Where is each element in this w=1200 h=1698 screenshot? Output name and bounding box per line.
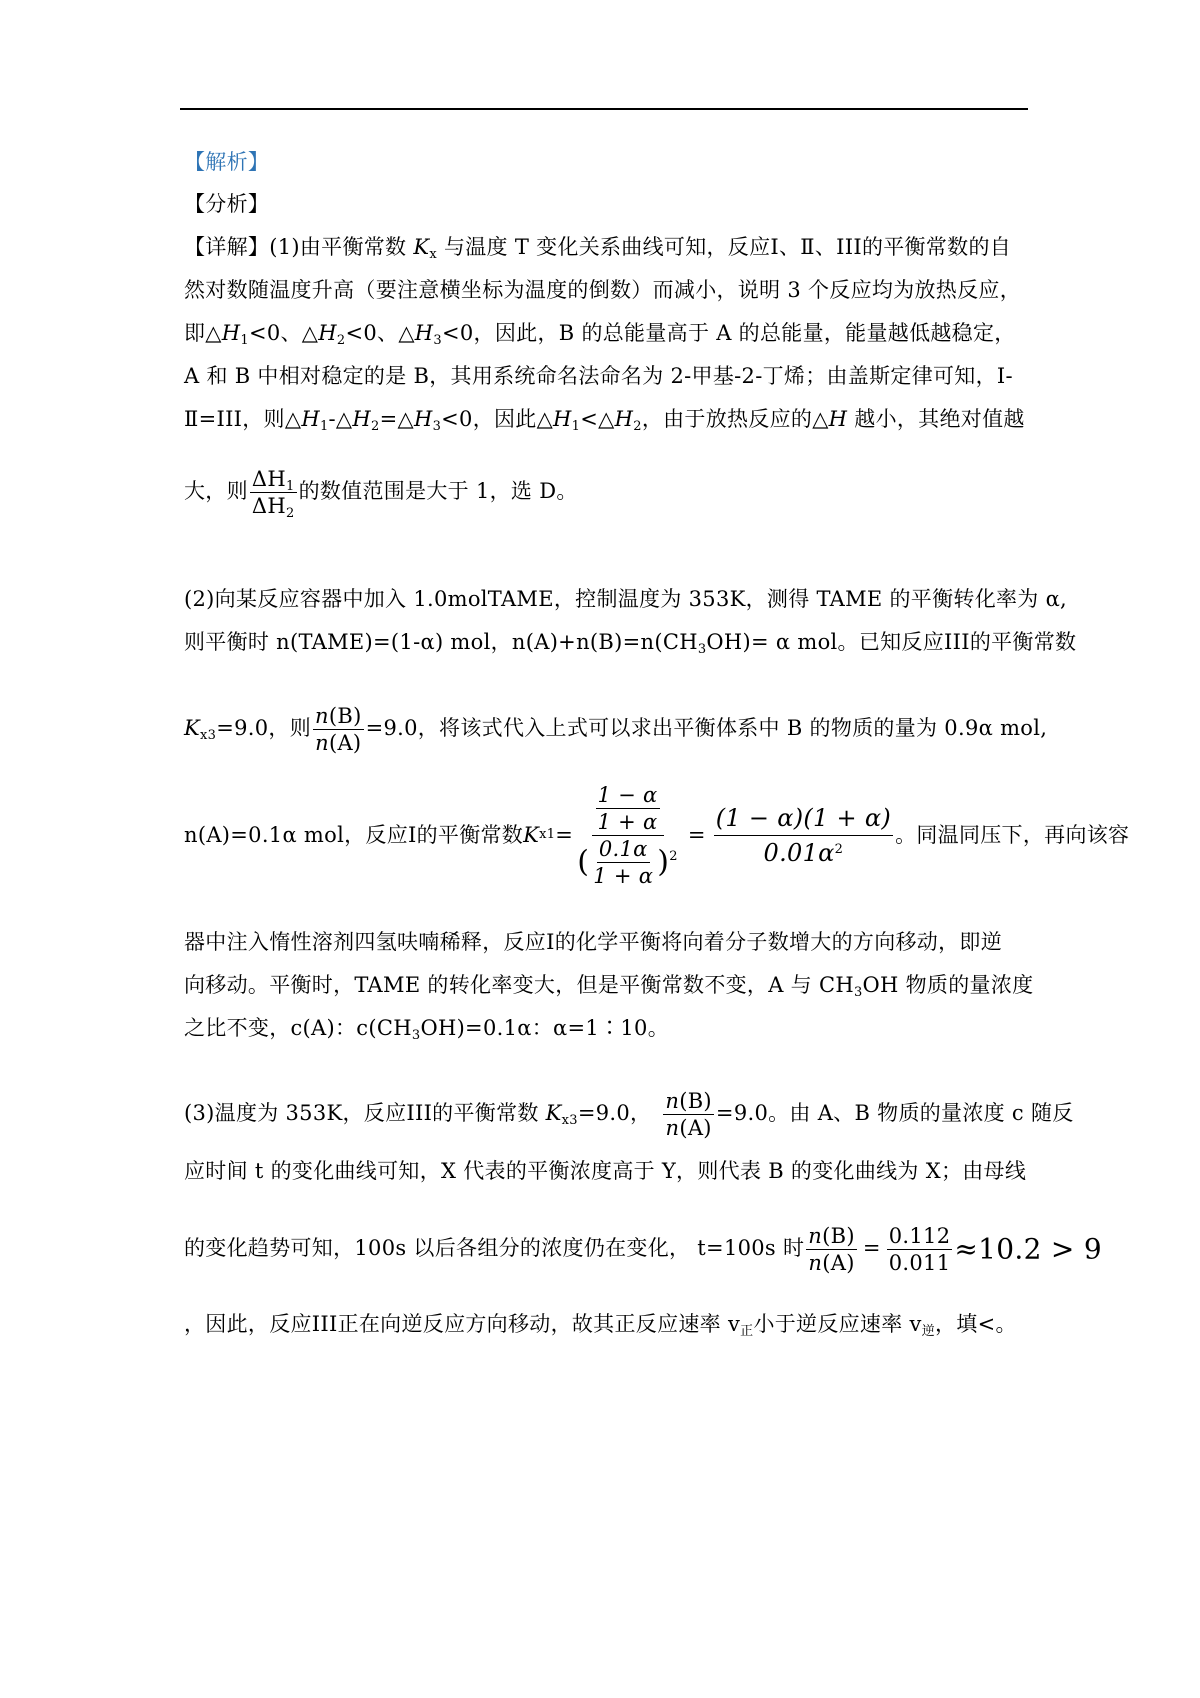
dh-ratio: $\frac{\Delta H_1}{\Delta H_2}$: [251, 467, 295, 521]
p2-line7: 之比不变，c(A)：$c(CH_3OH)=0.1\alpha$：α=1∶10。: [184, 1016, 669, 1043]
p1-line1: 【详解】(1)由平衡常数 $K_x$ 与温度 T 变化关系曲线可知，反应Ⅰ、Ⅱ、III的平衡常数的自: [184, 235, 1012, 262]
p1-line5: Ⅱ=III，则$\triangle H_1-\triangle H_2=\triangle H_3<0$，因此$\triangle H_1<\triangle H_2$，由于放热反应的△H 越小，其绝对值越: [184, 407, 1025, 434]
p2-line6: 向移动。平衡时，TAME 的转化率变大，但是平衡常数不变，A 与 $CH_3OH$ 物质的量浓度: [184, 973, 1034, 1000]
ratio-value: $\frac{0.112}{0.011}$: [888, 1224, 951, 1275]
kx1-compound-fraction: $\frac{1 - \alpha}{1 + \alpha}$ ( $\frac{0.1\alpha}{1 + \alpha}$ )$^2$: [577, 782, 678, 888]
kx1-simplified: $\frac{(1 - \alpha)(1 + \alpha)}{0.01\alpha^2}$: [714, 801, 893, 870]
p3-line2: 应时间 t 的变化曲线可知，X 代表的平衡浓度高于 Y，则代表 B 的变化曲线为 X；由母线: [184, 1159, 1027, 1183]
nb-over-na: $\frac{n(B)}{n(A)}$: [315, 704, 362, 755]
p3-line4: ，因此，反应III正在向逆反应方向移动，故其正反应速率 $v_正$小于逆反应速率 $v_逆$，填<。: [184, 1312, 1017, 1339]
p2-line5: 器中注入惰性溶剂四氢呋喃稀释，反应Ⅰ的化学平衡将向着分子数增大的方向移动，即逆: [184, 930, 1002, 954]
nb-over-na-2: $\frac{n(B)}{n(A)}$: [665, 1089, 712, 1140]
p1-line6: 大，则 $\frac{\Delta H_1}{\Delta H_2}$ 的数值范围是大于 1，选 D。: [184, 467, 578, 521]
p1-line2: 然对数随温度升高（要注意横坐标为温度的倒数）而减小，说明 3 个反应均为放热反应，: [184, 278, 1022, 302]
p3-line3: 的变化趋势可知，100s 以后各组分的浓度仍在变化， t=100s 时 $\frac{n(B)}{n(A)}$ = $\frac{0.112}{0.011}$ ≈10.2 > 9: [184, 1224, 1102, 1275]
p1-line3: 即$\triangle H_1<0$、$\triangle H_2<0$、$\triangle H_3<0$，因此，B 的总能量高于 A 的总能量，能量越低越稳定，: [184, 321, 1016, 348]
p2-line1: (2)向某反应容器中加入 1.0molTAME，控制温度为 353K，测得 TAME 的平衡转化率为 α,: [184, 587, 1068, 611]
p2-line3: $K_{x3}=9.0$，则 $\frac{n(B)}{n(A)}$ =9.0，将该式代入上式可以求出平衡体系中 B 的物质的量为 0.9α mol,: [184, 704, 1048, 755]
p2-line4: n(A)=0.1α mol，反应Ⅰ的平衡常数 K x1 = $\frac{1 - \alpha}{1 + \alpha}$ ( $\frac{0.1\alpha}{1 + \alpha}$ )$^2$ = $\frac{(1 - \alpha)(1 + \alpha)}{0.01\alpha^2}$ 。同温同压下，再向该容: [184, 782, 1130, 888]
p3-line1: (3)温度为 353K，反应III的平衡常数 $K_{x3}=9.0$， $\frac{n(B)}{n(A)}$ =9.0。由 A、B 物质的量浓度 c 随反: [184, 1089, 1074, 1140]
p1-line4: A 和 B 中相对稳定的是 B，其用系统命名法命名为 2-甲基-2-丁烯；由盖斯定律可知，Ⅰ-: [184, 364, 1013, 388]
nb-over-na-3: $\frac{n(B)}{n(A)}$: [808, 1224, 855, 1275]
header-rule: [180, 108, 1028, 110]
p2-line2: 则平衡时 n(TAME)=(1-α) mol，$n(A)+n(B)=n(CH_3OH)= \alpha$ mol。已知反应III的平衡常数: [184, 630, 1077, 657]
jiexi-tag: 【解析】: [184, 150, 270, 174]
fenxi-heading: 【分析】: [184, 192, 270, 216]
